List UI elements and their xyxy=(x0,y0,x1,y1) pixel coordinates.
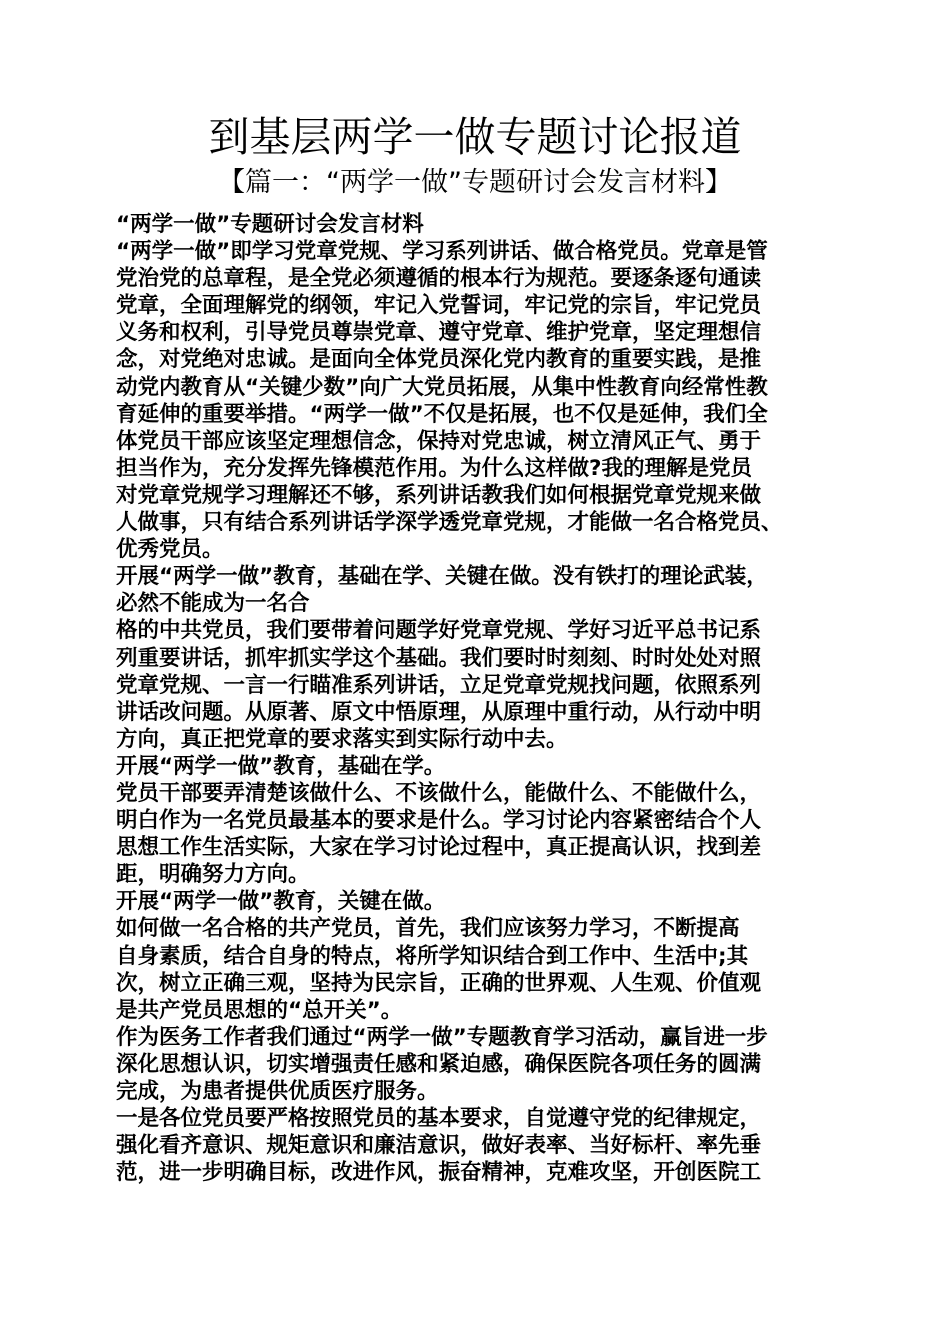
body-text-line: 必然不能成为一名合 xyxy=(116,591,310,617)
body-text-line: 作为医务工作者我们通过“两学一做”专题教育学习活动，赢旨进一步 xyxy=(116,1024,768,1050)
body-text-line: 深化思想认识，切实增强责任感和紧迫感，确保医院各项任务的圆满 xyxy=(116,1051,762,1077)
body-text-line: 自身素质，结合自身的特点，将所学知识结合到工作中、生活中;其 xyxy=(116,943,749,969)
document-title: 到基层两学一做专题讨论报道 xyxy=(208,113,742,161)
body-text-line: 对党章党规学习理解还不够，系列讲话教我们如何根据党章党规来做 xyxy=(116,482,762,508)
body-text-line: 优秀党员。 xyxy=(116,537,224,563)
body-text-line: 念，对党绝对忠诚。是面向全体党员深化党内教育的重要实践，是推 xyxy=(116,347,762,373)
body-text-line: 党章党规、一言一行瞄准系列讲话，立足党章党规找问题，依照系列 xyxy=(116,672,762,698)
body-text-line: 列重要讲话，抓牢抓实学这个基础。我们要时时刻刻、时时处处对照 xyxy=(116,645,762,671)
body-text-line: 是共产党员思想的“总开关”。 xyxy=(116,997,403,1023)
body-text-line: 担当作为，充分发挥先锋模范作用。为什么这样做?我的理解是党员 xyxy=(116,455,752,481)
body-text-line: 方向，真正把党章的要求落实到实际行动中去。 xyxy=(116,726,568,752)
body-text-line: 党治党的总章程，是全党必须遵循的根本行为规范。要逐条逐句通读 xyxy=(116,266,762,292)
body-text-line: 距，明确努力方向。 xyxy=(116,862,310,888)
body-text-line: 思想工作生活实际，大家在学习讨论过程中，真正提高认识，找到差 xyxy=(116,835,762,861)
document-body xyxy=(116,211,846,1186)
body-text-line: 完成，为患者提供优质医疗服务。 xyxy=(116,1079,439,1104)
body-text-line: 人做事，只有结合系列讲话学深学透党章党规，才能做一名合格党员、 xyxy=(116,510,783,536)
body-text-line: “两学一做”专题研讨会发言材料 xyxy=(116,212,424,237)
body-text-line: 开展“两学一做”教育，基础在学。 xyxy=(116,753,446,779)
body-text-line: 开展“两学一做”教育，关键在做。 xyxy=(116,889,446,915)
body-text-line: 如何做一名合格的共产党员，首先，我们应该努力学习，不断提高 xyxy=(116,916,740,942)
body-text-line: 动党内教育从“关键少数”向广大党员拓展，从集中性教育向经常性教 xyxy=(116,374,768,400)
body-text-line: 一是各位党员要严格按照党员的基本要求，自觉遵守党的纪律规定， xyxy=(116,1106,762,1132)
body-text-line: “两学一做”即学习党章党规、学习系列讲话、做合格党员。党章是管 xyxy=(116,239,768,265)
body-text-line: 体党员干部应该坚定理想信念，保持对党忠诚，树立清风正气、勇于 xyxy=(116,428,762,454)
body-text-line: 明白作为一名党员最基本的要求是什么。学习讨论内容紧密结合个人 xyxy=(116,808,762,834)
document-subtitle: 【篇一：“两学一做”专题研讨会发言材料】 xyxy=(218,167,732,198)
body-text-line: 讲话改问题。从原著、原文中悟原理，从原理中重行动，从行动中明 xyxy=(116,699,762,725)
body-text-line: 格的中共党员，我们要带着问题学好党章党规、学好习近平总书记系 xyxy=(116,618,762,644)
body-text-line: 党章，全面理解党的纲领，牢记入党誓词，牢记党的宗旨，牢记党员 xyxy=(116,293,762,319)
body-text-line: 党员干部要弄清楚该做什么、不该做什么，能做什么、不能做什么， xyxy=(116,780,762,806)
body-text-line: 强化看齐意识、规矩意识和廉洁意识，做好表率、当好标杆、率先垂 xyxy=(116,1133,762,1159)
body-text-line: 次，树立正确三观，坚持为民宗旨，正确的世界观、人生观、价值观 xyxy=(116,970,762,996)
body-text-line: 义务和权利，引导党员尊崇党章、遵守党章、维护党章，坚定理想信 xyxy=(116,320,762,346)
body-text-line: 育延伸的重要举措。“两学一做”不仅是拓展，也不仅是延伸，我们全 xyxy=(116,401,768,427)
body-text-line: 范，进一步明确目标，改进作风，振奋精神，克难攻坚，开创医院工 xyxy=(116,1160,762,1186)
body-text-line: 开展“两学一做”教育，基础在学、关键在做。没有铁打的理论武装， xyxy=(116,564,768,590)
